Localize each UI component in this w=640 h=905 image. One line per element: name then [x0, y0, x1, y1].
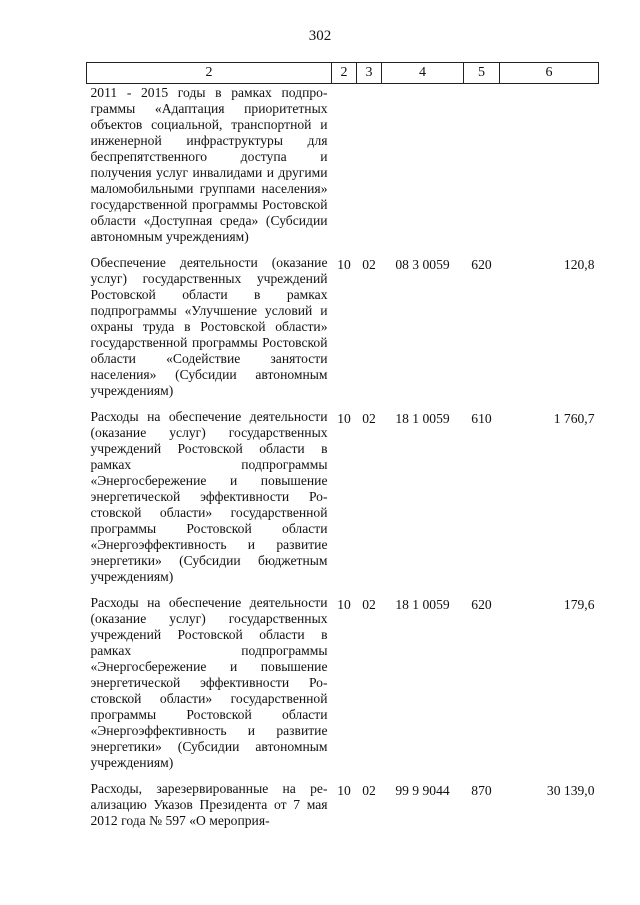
row-expense-type: 620	[471, 597, 492, 612]
table-body	[87, 84, 599, 840]
row-section-code	[332, 84, 357, 256]
row-description: 2011 - 2015 годы в рамках подпрограммы «Адаптация приоритетных объектов социальной, транспортной и инженерной инфраструктуры для беспрепятственного доступа и получения услуг инвалидами и другими маломобильными группами населения» государственной программы Ростовской области «Доступная среда» (Субсидии автономным учреждениям)	[90, 85, 328, 244]
row-subsection-code: 02	[362, 597, 376, 612]
row-subsection-code: 02	[362, 257, 376, 272]
header-col-name: 2	[87, 63, 332, 84]
row-expense-type: 620	[471, 257, 492, 272]
table-header	[87, 63, 599, 84]
row-description: Обеспечение деятельности (оказание услуг) государственных учреждений Ростовской области в рамках подпрограммы «Улучшение условий и охраны труда в Ростовской области» государственной программы Ростовской области «Содействие занятости населения» (Субсидии автономным учреждениям)	[90, 255, 328, 398]
header-row	[87, 63, 599, 84]
header-col-amount: 6	[500, 63, 599, 84]
header-col-pr: 3	[357, 63, 382, 84]
row-amount: 30 139,0	[546, 783, 595, 798]
row-description: Расходы на обеспечение деятельности (оказание услуг) государственных учреждений Ростовской области в рамках подпрограммы «Энергосбережение и повышение энергетической эффективности Ростовской области» государственной программы Ростовской области «Энергоэффективность и развитие энергетики» (Субсидии бюджетным учреждениям)	[90, 409, 328, 584]
row-section-code: 10	[337, 257, 351, 272]
row-section-code: 10	[337, 411, 351, 426]
row-amount: 1 760,7	[553, 411, 595, 426]
row-target-article: 18 1 0059	[395, 597, 450, 612]
table-row	[87, 595, 599, 781]
row-target-article: 99 9 9044	[395, 783, 450, 798]
row-subsection-code: 02	[362, 411, 376, 426]
table-row	[87, 409, 599, 595]
table-row	[87, 255, 599, 409]
row-amount	[500, 84, 599, 256]
row-section-code: 10	[337, 597, 351, 612]
header-col-vr: 5	[464, 63, 500, 84]
header-col-rz: 2	[332, 63, 357, 84]
row-description: Расходы, зарезервированные на реализацию Указов Президента от 7 мая 2012 года № 597 «О мероприя-	[90, 781, 328, 828]
row-amount: 120,8	[563, 257, 595, 272]
row-target-article: 18 1 0059	[395, 411, 450, 426]
page-number: 302	[308, 28, 332, 44]
row-subsection-code: 02	[362, 783, 376, 798]
row-section-code: 10	[337, 783, 351, 798]
row-target-article: 08 3 0059	[395, 257, 450, 272]
budget-table	[86, 62, 599, 839]
header-col-csr: 4	[382, 63, 464, 84]
row-amount: 179,6	[563, 597, 595, 612]
row-description: Расходы на обеспечение деятельности (оказание услуг) государственных учреждений Ростовской области в рамках подпрограммы «Энергосбережение и повышение энергетической эффективности Ростовской области» государственной программы Ростовской области «Энергоэффективность и развитие энергетики» (Субсидии автономным учреждениям)	[90, 595, 328, 770]
row-expense-type: 610	[471, 411, 492, 426]
row-expense-type	[464, 84, 500, 256]
row-target-article	[382, 84, 464, 256]
table-row	[87, 781, 599, 839]
row-expense-type: 870	[471, 783, 492, 798]
row-subsection-code	[357, 84, 382, 256]
table-row	[87, 84, 599, 256]
